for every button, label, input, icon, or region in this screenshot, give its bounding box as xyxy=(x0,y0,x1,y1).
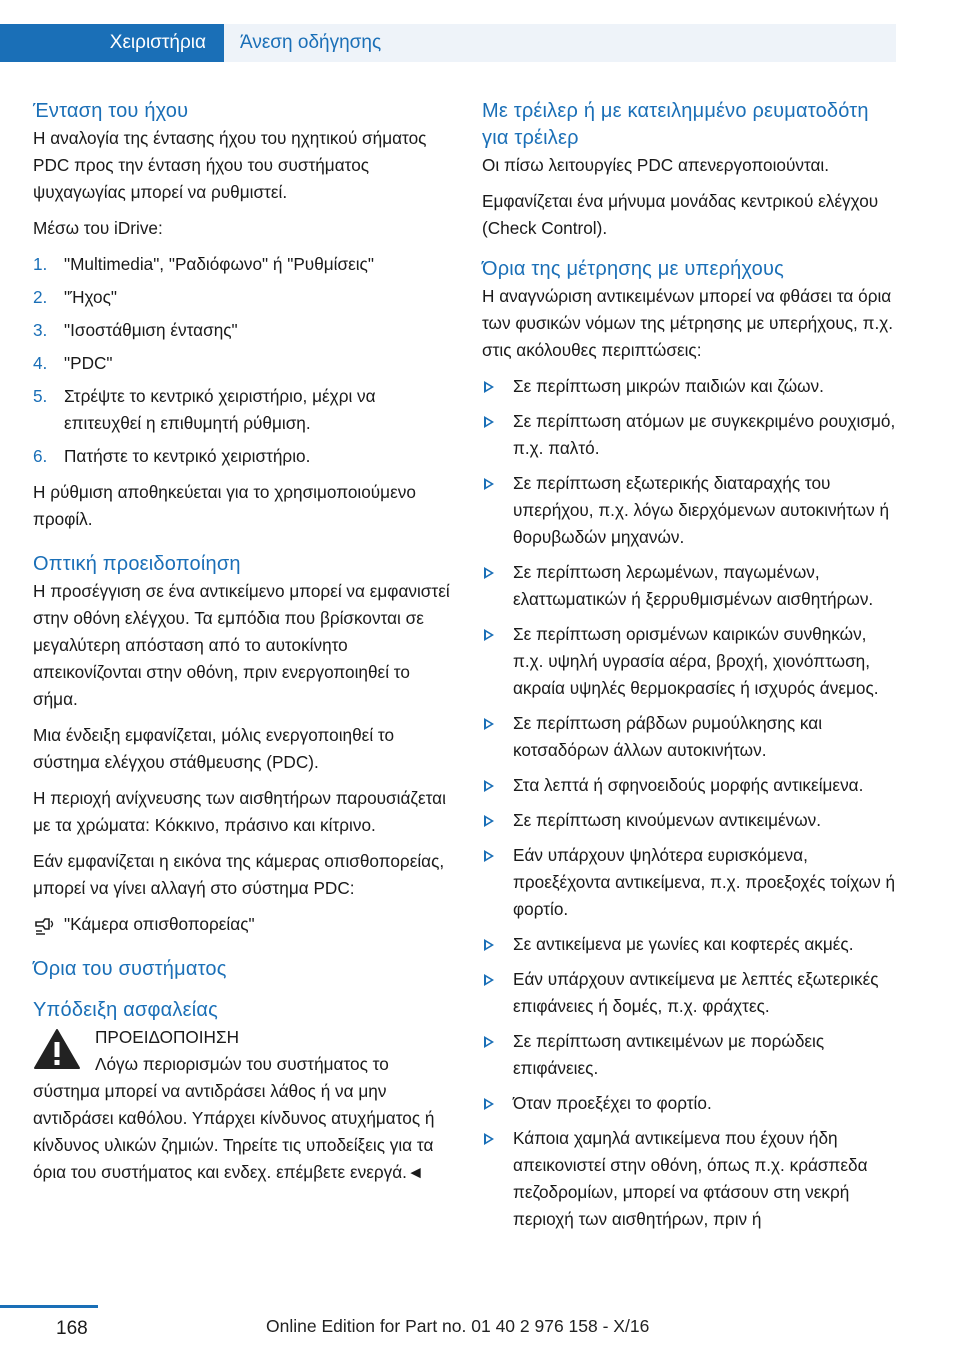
footer-rule xyxy=(0,1305,98,1308)
warning-triangle-icon xyxy=(33,1028,81,1070)
paragraph-trailer-1: Οι πίσω λειτουργίες PDC απενεργοποιούνται. xyxy=(482,155,830,175)
list-item: Στα λεπτά ή σφηνοειδούς μορφής αντικείμενα. xyxy=(482,772,900,799)
camera-option xyxy=(33,911,453,938)
section-tab-driving-comfort: Άνεση οδήγησης xyxy=(224,24,896,62)
list-item: Σε περίπτωση κινούμενων αντικειμένων. xyxy=(482,807,900,834)
paragraph-optical-1: Η προσέγγιση σε ένα αντικείμενο μπορεί να εμφανιστεί στην οθόνη ελέγχου. Τα εμπόδια που βρίσκονται σε μεγαλύτερη απόσταση από το αυτοκίνητο απεικονίζονται στην οθόνη, πριν ενεργοποιηθεί το σήμα. xyxy=(33,581,450,709)
step-item: 6. Πατήστε το κεντρικό χειριστήριο. xyxy=(33,446,311,466)
bullet-triangle-icon xyxy=(484,850,494,862)
list-item: Σε περίπτωση λερωμένων, παγωμένων, ελαττωματικών ή ξερρυθμισμένων αισθητήρων. xyxy=(482,559,900,613)
step-item: 3. "Ισοστάθμιση έντασης" xyxy=(33,320,238,340)
list-item: Σε περίπτωση αντικειμένων με πορώδεις επιφάνειες. xyxy=(482,1028,900,1082)
page-number: 168 xyxy=(56,1318,88,1339)
bullet-triangle-icon xyxy=(484,815,494,827)
step-item: 4. "PDC" xyxy=(33,353,113,373)
heading-safety-note: Υπόδειξη ασφαλείας xyxy=(33,999,218,1021)
list-item: Σε αντικείμενα με γωνίες και κοφτερές ακμές. xyxy=(482,931,900,958)
list-item: Εάν υπάρχουν ψηλότερα ευρισκόμενα, προεξέχοντα αντικείμενα, π.χ. προεξοχές τοίχων ή φορτίο. xyxy=(482,842,900,923)
bullet-triangle-icon xyxy=(484,718,494,730)
paragraph-trailer-2: Εμφανίζεται ένα μήνυμα μονάδας κεντρικού ελέγχου (Check Control). xyxy=(482,191,879,238)
heading-system-limits: Όρια του συστήματος xyxy=(33,958,227,980)
right-column xyxy=(482,98,900,1241)
paragraph-optical-2: Μια ένδειξη εμφανίζεται, μόλις ενεργοποιηθεί το σύστημα ελέγχου στάθμευσης (PDC). xyxy=(33,725,395,772)
page-header xyxy=(0,0,896,64)
watermark xyxy=(704,1318,709,1340)
step-item: 2. "Ήχος" xyxy=(33,287,118,307)
heading-optical-warning: Οπτική προειδοποίηση xyxy=(33,553,241,575)
list-item: Εάν υπάρχουν αντικείμενα με λεπτές εξωτερικές επιφάνειες ή δομές, π.χ. φράχτες. xyxy=(482,966,900,1020)
paragraph-ultrasonic: Η αναγνώριση αντικειμένων μπορεί να φθάσει τα όρια των φυσικών νόμων της μέτρησης με υπερήχους, π.χ. στις ακόλουθες περιπτώσεις: xyxy=(482,286,894,360)
bullet-triangle-icon xyxy=(484,416,494,428)
left-column xyxy=(33,98,453,1186)
heading-trailer: Με τρέιλερ ή με κατειλημμένο ρευματοδότη για τρέιλερ xyxy=(482,100,869,149)
paragraph-idrive: Μέσω του iDrive: xyxy=(33,218,163,238)
parking-camera-icon xyxy=(33,914,57,936)
heading-ultrasonic-limits: Όρια της μέτρησης με υπερήχους xyxy=(482,258,784,280)
list-item: Σε περίπτωση μικρών παιδιών και ζώων. xyxy=(482,373,900,400)
steps-list xyxy=(33,251,453,470)
step-item: 1. "Multimedia", "Ραδιόφωνο" ή "Ρυθμίσεις" xyxy=(33,254,374,274)
section-tab-controls: Χειριστήρια xyxy=(0,24,224,62)
paragraph-saved: Η ρύθμιση αποθηκεύεται για το χρησιμοποιούμενο προφίλ. xyxy=(33,482,416,529)
edition-note: Online Edition for Part no. 01 40 2 976 158 - X/16 xyxy=(266,1316,650,1336)
list-item: Όταν προεξέχει το φορτίο. xyxy=(482,1090,900,1117)
bullet-triangle-icon xyxy=(484,1098,494,1110)
list-item: Σε περίπτωση ορισμένων καιρικών συνθηκών, π.χ. υψηλή υγρασία αέρα, βροχή, χιονόπτωση, ακραία υψηλές θερμοκρασίες ή ισχυρός άνεμος. xyxy=(482,621,900,702)
bullet-triangle-icon xyxy=(484,567,494,579)
heading-volume: Ένταση του ήχου xyxy=(33,100,189,122)
list-item: Σε περίπτωση ράβδων ρυμούλκησης και κοτσαδόρων άλλων αυτοκινήτων. xyxy=(482,710,900,764)
bullet-triangle-icon xyxy=(484,1133,494,1145)
paragraph-optical-4: Εάν εμφανίζεται η εικόνα της κάμερας οπισθοπορείας, μπορεί να γίνει αλλαγή στο σύστημα PDC: xyxy=(33,851,445,898)
bullet-triangle-icon xyxy=(484,629,494,641)
bullet-triangle-icon xyxy=(484,780,494,792)
bullet-triangle-icon xyxy=(484,974,494,986)
bullet-triangle-icon xyxy=(484,478,494,490)
paragraph-optical-3: Η περιοχή ανίχνευσης των αισθητήρων παρουσιάζεται με τα χρώματα: Κόκκινο, πράσινο και κίτρινο. xyxy=(33,788,446,835)
list-item: Κάποια χαμηλά αντικείμενα που έχουν ήδη απεικονιστεί στην οθόνη, όπως π.χ. κράσπεδα πεζοδρομίων, μπορεί να φτάσουν στη νεκρή περιοχή των αισθητήρων, πριν ή xyxy=(482,1125,900,1233)
step-item: 5. Στρέψτε το κεντρικό χειριστήριο, μέχρι να επιτευχθεί η επιθυμητή ρύθμιση. xyxy=(33,386,376,433)
warning-text: Λόγω περιορισμών του συστήματος το σύστημα μπορεί να αντιδράσει λάθος ή να μην αντιδράσει καθόλου. Υπάρχει κίνδυνος ατυχήματος ή κίνδυνος υλικών ζημιών. Τηρείτε τις υποδείξεις για τα όρια του συστήματος και ενδεχ. επέμβετε ενεργά.◄ xyxy=(33,1054,435,1182)
bullet-triangle-icon xyxy=(484,1036,494,1048)
list-item: Σε περίπτωση εξωτερικής διαταραχής του υπερήχου, π.χ. λόγω διερχόμενων αυτοκινήτων ή θορυβωδών μηχανών. xyxy=(482,470,900,551)
bullet-triangle-icon xyxy=(484,381,494,393)
warning-block xyxy=(33,1024,453,1186)
limits-list xyxy=(482,373,900,1233)
warning-title: ΠΡΟΕΙΔΟΠΟΙΗΣΗ xyxy=(95,1027,239,1047)
bullet-triangle-icon xyxy=(484,939,494,951)
list-item: Σε περίπτωση ατόμων με συγκεκριμένο ρουχισμό, π.χ. παλτό. xyxy=(482,408,900,462)
paragraph-volume: Η αναλογία της έντασης ήχου του ηχητικού σήματος PDC προς την ένταση ήχου του συστήματος ψυχαγωγίας μπορεί να ρυθμιστεί. xyxy=(33,128,427,202)
camera-option-label: "Κάμερα οπισθοπορείας" xyxy=(64,914,255,934)
